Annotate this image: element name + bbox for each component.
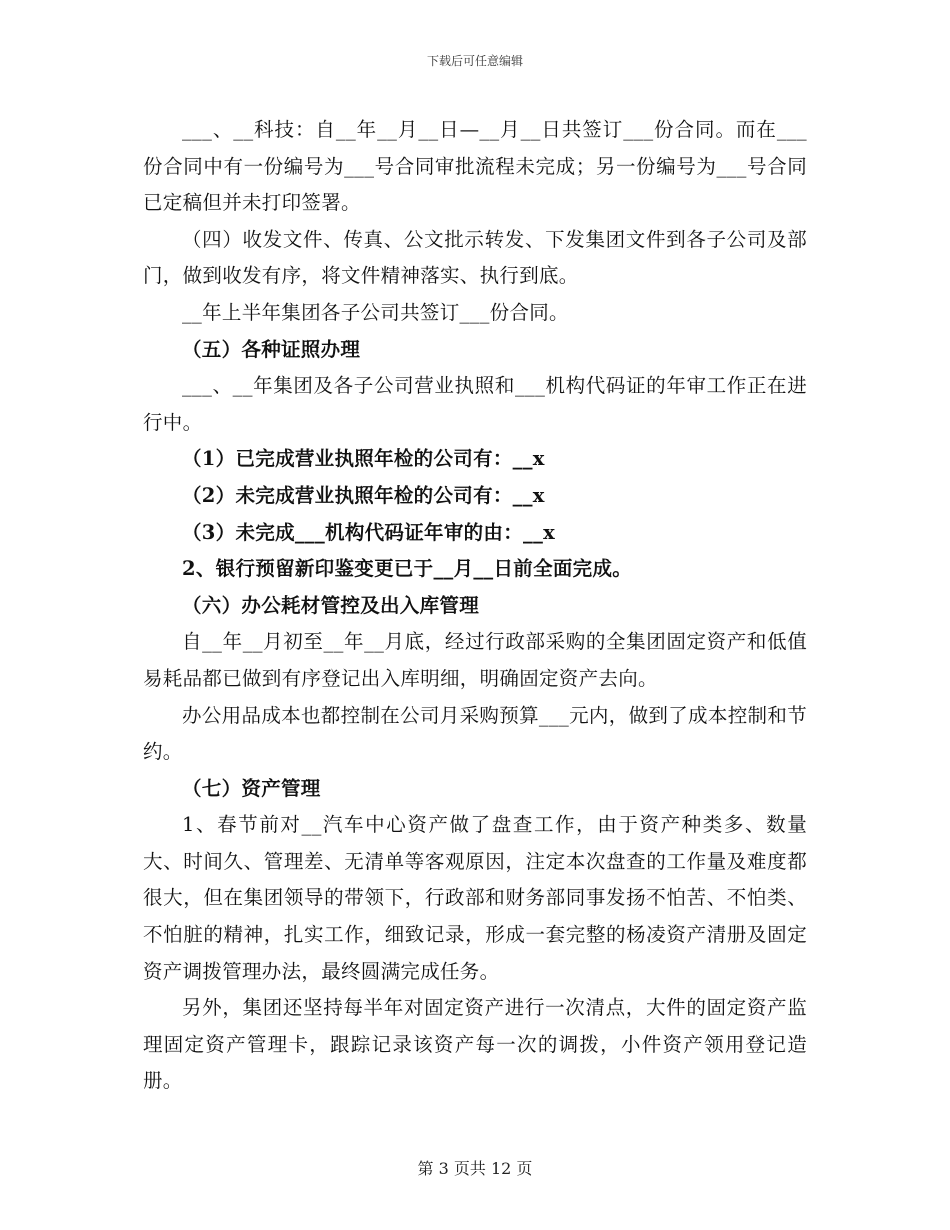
heading-office-supplies: （六）办公耗材管控及出入库管理 xyxy=(182,593,480,617)
document-body xyxy=(143,112,807,1100)
list-item-code-incomplete: （3）未完成___机构代码证年审的由：__x xyxy=(182,520,556,544)
paragraph-asset-inventory: 1、春节前对__汽车中心资产做了盘查工作，由于资产种类多、数量大、时间久、管理差、无清单等客观原因，注定本次盘查的工作量及难度都很大，但在集团领导的带领下，行政部和财务部同事发扬不怕苦、不怕类、不怕脏的精神，扎实工作，细致记录，形成一套完整的杨凌资产清册及固定资产调拨管理办法，最终圆满完成任务。 xyxy=(143,813,807,983)
page-number: 第 3 页共 12 页 xyxy=(417,1159,533,1178)
paragraph-license-review: ___、__年集团及各子公司营业执照和___机构代码证的年审工作正在进行中。 xyxy=(143,374,807,434)
heading-asset-management: （七）资产管理 xyxy=(182,776,321,800)
list-item-license-completed: （1）已完成营业执照年检的公司有：__x xyxy=(182,447,545,471)
page-header: 下载后可任意编辑 xyxy=(426,54,523,68)
heading-licenses: （五）各种证照办理 xyxy=(182,337,361,361)
paragraph-office-cost: 办公用品成本也都控制在公司月采购预算___元内，做到了成本控制和节约。 xyxy=(143,703,807,764)
paragraph-contracts-tech: ___、__科技：自__年__月__日—__月__日共签订___份合同。而在___份合同中有一份编号为___号合同审批流程未完成；另一份编号为___号合同已定稿但并未打印签署。 xyxy=(143,118,807,215)
list-item-license-incomplete: （2）未完成营业执照年检的公司有：__x xyxy=(182,483,545,507)
paragraph-documents: （四）收发文件、传真、公文批示转发、下发集团文件到各子公司及部门，做到收发有序，将文件精神落实、执行到底。 xyxy=(143,227,807,288)
paragraph-asset-periodic-check: 另外，集团还坚持每半年对固定资产进行一次清点，大件的固定资产监理固定资产管理卡，跟踪记录该资产每一次的调拨，小件资产领用登记造册。 xyxy=(143,996,807,1093)
paragraph-bank-seal: 2、银行预留新印鉴变更已于__月__日前全面完成。 xyxy=(182,557,633,581)
paragraph-contracts-half-year: __年上半年集团各子公司共签订___份合同。 xyxy=(182,300,569,324)
paragraph-procurement: 自__年__月初至__年__月底，经过行政部采购的全集团固定资产和低值易耗品都已做到有序登记出入库明细，明确固定资产去向。 xyxy=(143,630,807,690)
